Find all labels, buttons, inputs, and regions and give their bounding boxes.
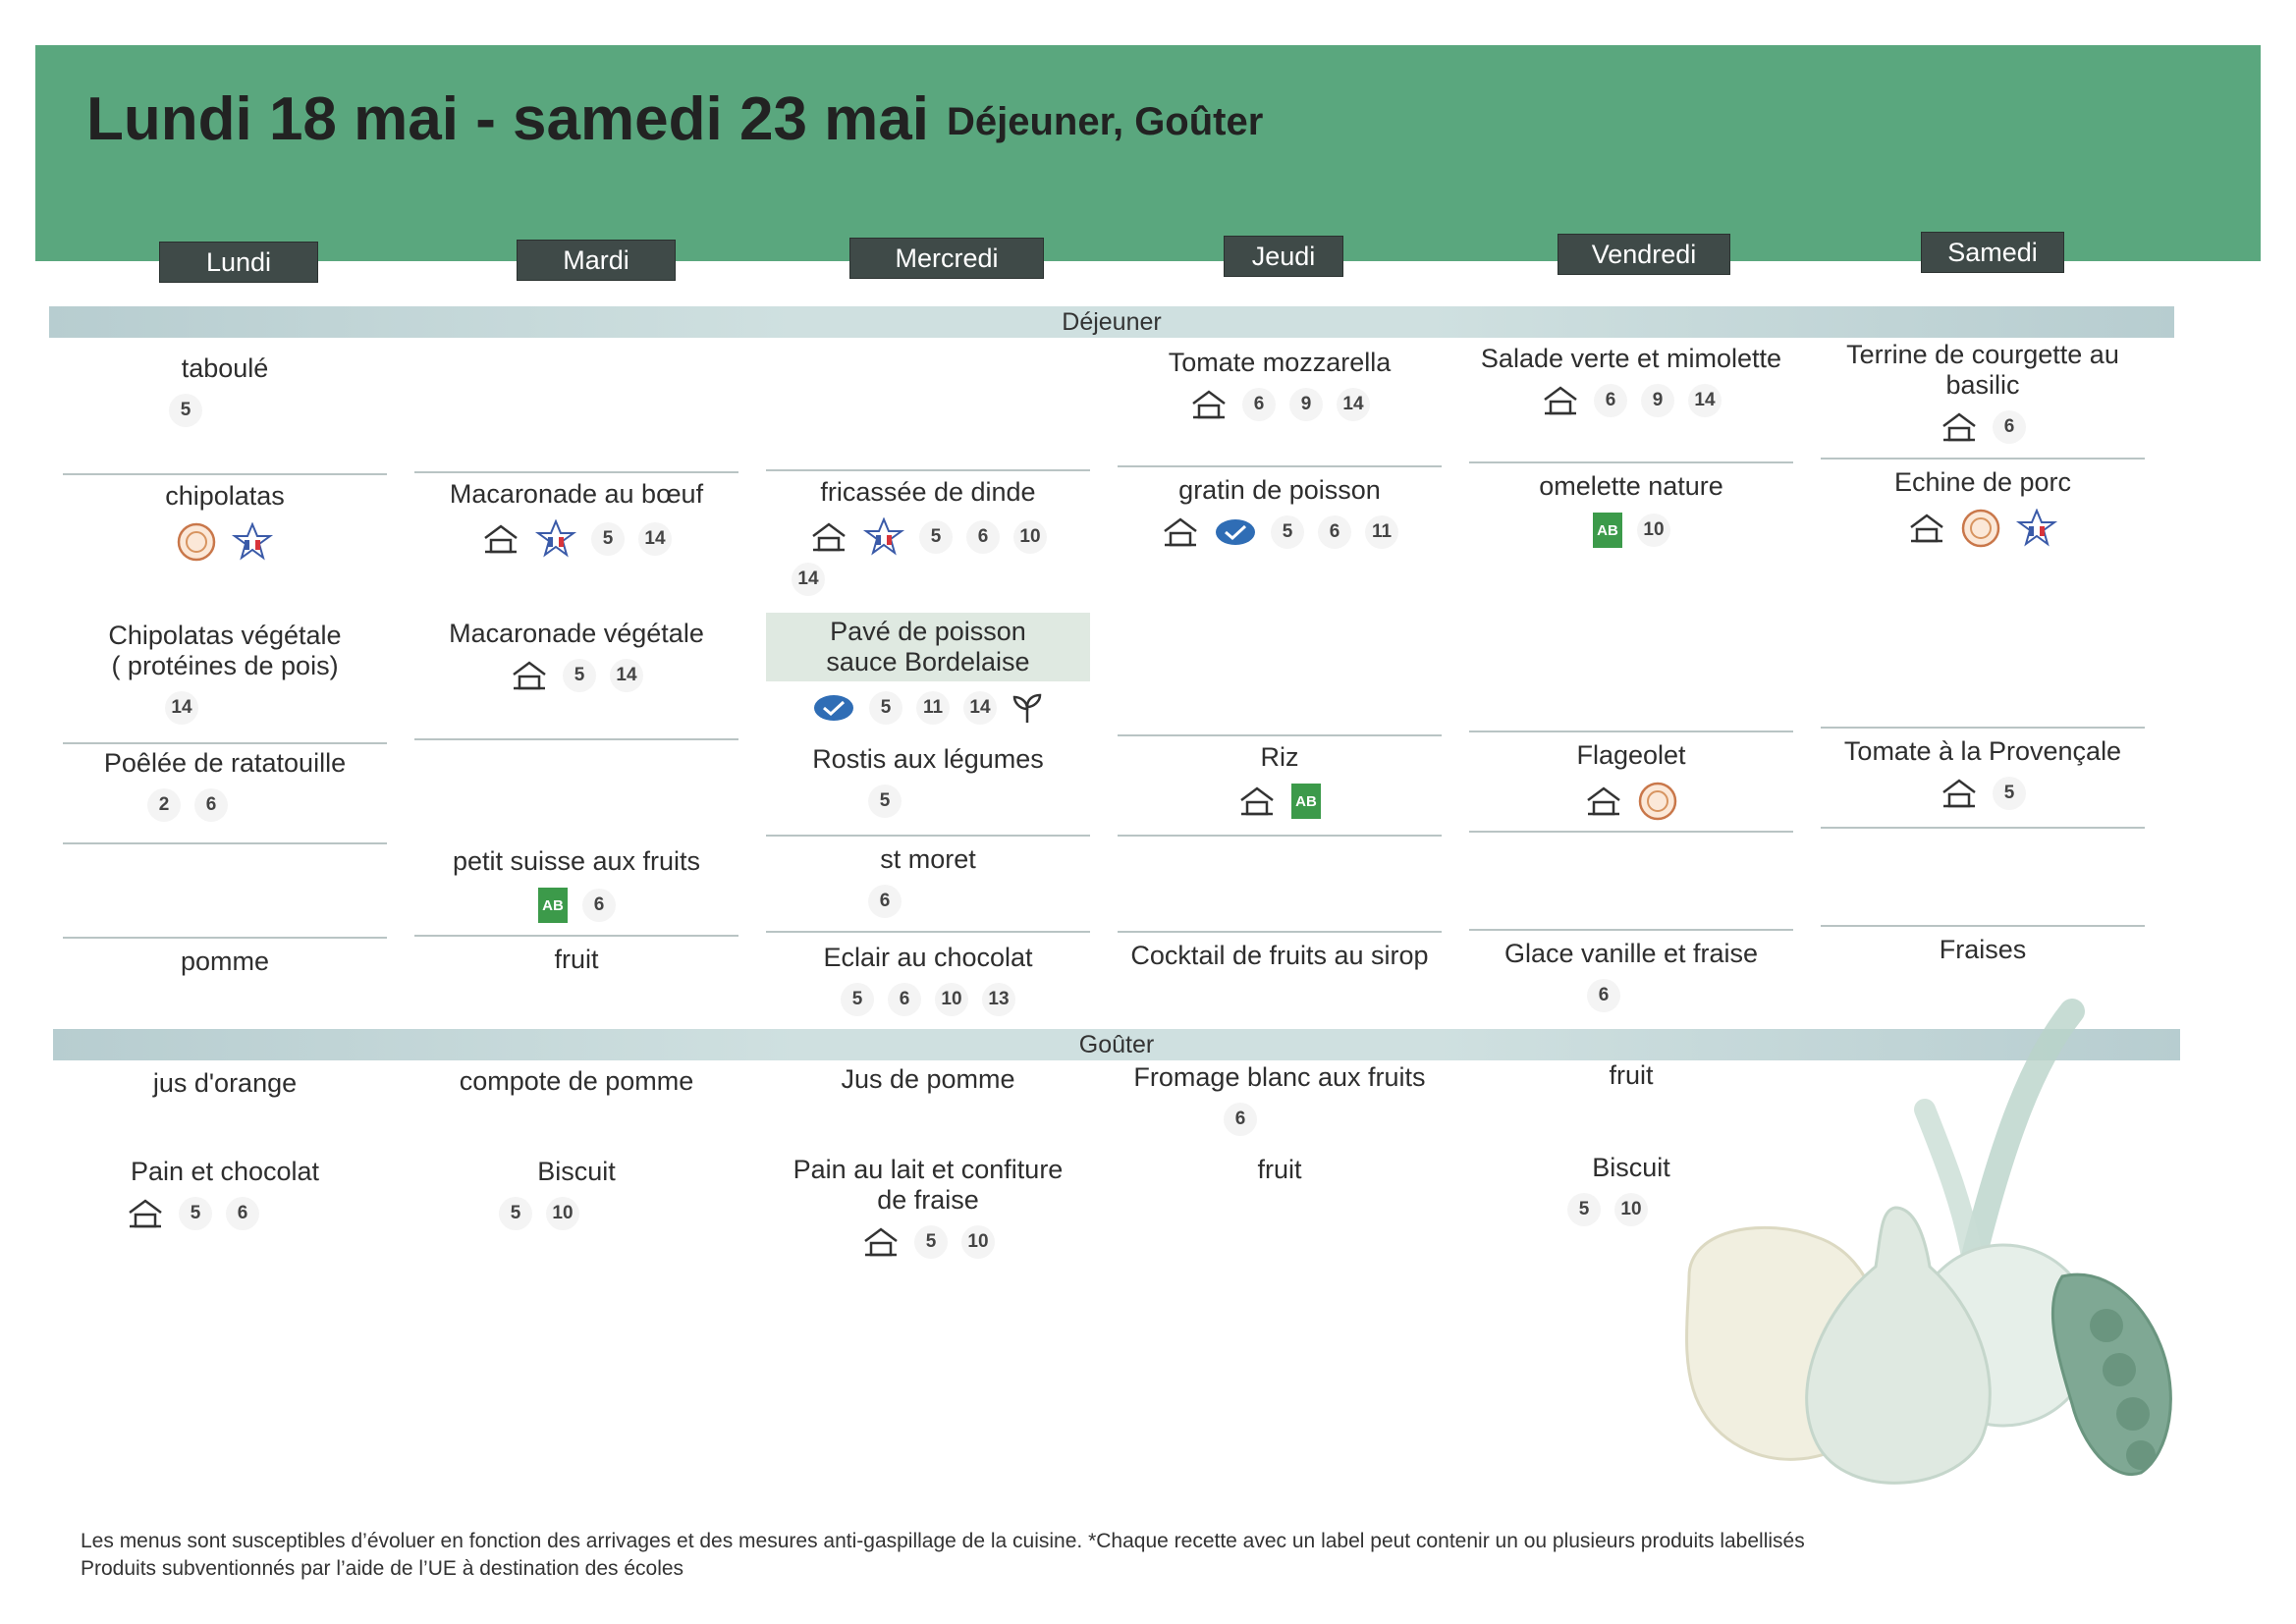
row-separator (1821, 827, 2145, 829)
dish-name: Riz (1260, 742, 1299, 772)
allergen-badge: 14 (638, 522, 672, 556)
row-separator (1821, 925, 2145, 927)
allergen-badge: 6 (966, 520, 1000, 554)
allergen-badge: 14 (963, 691, 997, 725)
allergen-badge: 10 (961, 1225, 995, 1259)
dish-name: gratin de poisson (1178, 475, 1381, 505)
footer-line: Produits subventionnés par l’aide de l’UE à destination des écoles (81, 1557, 684, 1580)
day-tab-mardi: Mardi (517, 240, 676, 281)
vegetarian-sprout-icon (1011, 691, 1044, 725)
dish-name: Fromage blanc aux fruits (1133, 1062, 1426, 1092)
allergen-badge: 5 (868, 785, 902, 818)
row-separator (1821, 458, 2145, 460)
dish-name: Poêlée de ratatouille (103, 748, 347, 778)
menu-cell-samedi-accompagnement (1821, 736, 2145, 810)
organic-ab-icon (1290, 783, 1322, 820)
snack-cell-mercredi-cereale (766, 1155, 1090, 1259)
dish-name: chipolatas (165, 481, 285, 511)
row-separator (766, 469, 1090, 471)
house-made-icon (1541, 384, 1580, 417)
dish-name: Glace vanille et fraise (1503, 939, 1759, 968)
menu-cell-vendredi-accompagnement (1469, 740, 1793, 822)
allergen-badge: 6 (226, 1197, 259, 1230)
footer-line: Les menus sont susceptibles d’évoluer en fonction des arrivages et des mesures anti-gaspillage de la cuisine. *Chaque recette avec un label peut contenir un ou plusieurs produits labellisés (81, 1530, 1805, 1552)
menu-cell-mercredi-alternative (766, 613, 1090, 725)
row-separator (766, 931, 1090, 933)
menu-cell-lundi-plat (63, 481, 387, 563)
organic-ab-icon (1592, 512, 1623, 549)
dish-name: pomme (180, 947, 270, 976)
page-subtitle: Déjeuner, Goûter (947, 100, 1264, 143)
house-made-icon (126, 1197, 165, 1230)
day-tab-mercredi: Mercredi (849, 238, 1044, 279)
dish-name: Macaronade au bœuf (449, 479, 704, 509)
row-separator (63, 742, 387, 744)
menu-cell-mardi-laitage (414, 846, 738, 924)
allergen-badge: 6 (868, 885, 902, 918)
day-tab-jeudi: Jeudi (1224, 236, 1343, 277)
row-separator (414, 471, 738, 473)
menu-cell-mardi-alternative (414, 619, 738, 692)
menu-cell-lundi-accompagnement (63, 748, 387, 822)
allergen-badge: 10 (1614, 1193, 1648, 1226)
row-separator (1469, 731, 1793, 732)
row-separator (1469, 929, 1793, 931)
dish-name: omelette nature (1539, 471, 1723, 501)
house-made-icon (1940, 410, 1979, 444)
allergen-badge: 10 (546, 1197, 579, 1230)
house-made-icon (1161, 515, 1200, 549)
dish-name: Biscuit (537, 1157, 616, 1186)
allergen-badge: 2 (147, 788, 181, 822)
dish-name: Pavé de poisson sauce Bordelaise (766, 613, 1090, 681)
allergen-badge: 5 (1567, 1193, 1601, 1226)
row-separator (1469, 461, 1793, 463)
house-made-icon (1237, 785, 1277, 818)
allergen-badge: 14 (1688, 384, 1722, 417)
allergen-badge: 5 (499, 1197, 532, 1230)
dish-name: Chipolatas végétale ( protéines de pois) (108, 621, 342, 680)
allergen-badge: 6 (1587, 979, 1620, 1012)
house-made-icon (1907, 512, 1946, 545)
dish-name: petit suisse aux fruits (452, 846, 701, 876)
dish-name: fricassée de dinde (820, 477, 1036, 507)
house-made-icon (481, 522, 520, 556)
snack-cell-mercredi-boisson (766, 1064, 1090, 1095)
row-separator (1118, 465, 1442, 467)
menu-cell-samedi-entree (1821, 340, 2145, 444)
dish-name: Tomate à la Provençale (1843, 736, 2122, 766)
msc-fish-icon (1214, 517, 1257, 547)
menu-cell-samedi-plat (1821, 467, 2145, 549)
dish-name: Salade verte et mimolette (1480, 344, 1782, 373)
snack-cell-lundi-boisson (63, 1068, 387, 1099)
dish-name: Rostis aux légumes (812, 744, 1044, 774)
dish-name: Macaronade végétale (449, 619, 704, 648)
label-rouge-icon (1960, 508, 2001, 549)
allergen-badge: 5 (563, 659, 596, 692)
allergen-badge: 5 (169, 394, 202, 427)
allergen-badge: 6 (888, 983, 921, 1016)
dish-name: taboulé (181, 353, 269, 383)
row-separator (766, 835, 1090, 837)
menu-cell-lundi-alternative (63, 621, 387, 725)
allergen-badge: 5 (841, 983, 874, 1016)
menu-cell-jeudi-dessert (1118, 941, 1442, 971)
dish-name: Tomate mozzarella (1168, 348, 1392, 377)
allergen-badge: 11 (916, 691, 950, 725)
dish-name: Terrine de courgette au basilic (1846, 340, 2119, 400)
dish-name: Pain au lait et confiture de fraise (793, 1155, 1064, 1215)
footer-note (81, 1528, 1805, 1583)
dish-name: st moret (880, 844, 976, 874)
allergen-badge: 6 (1594, 384, 1627, 417)
allergen-badge: 11 (1365, 515, 1398, 549)
label-rouge-icon (176, 521, 217, 563)
dish-name: fruit (554, 945, 599, 974)
french-origin-icon (862, 517, 905, 557)
msc-fish-icon (812, 693, 855, 723)
allergen-badge: 6 (194, 788, 228, 822)
house-made-icon (861, 1225, 901, 1259)
row-separator (1821, 727, 2145, 729)
section-dejeuner: Déjeuner (49, 306, 2174, 338)
row-separator (1118, 931, 1442, 933)
svg-text:AB: AB (1597, 522, 1618, 539)
french-origin-icon (2015, 509, 2058, 548)
house-made-icon (1940, 777, 1979, 810)
allergen-badge: 6 (1242, 388, 1276, 421)
menu-cell-lundi-dessert (63, 947, 387, 977)
french-origin-icon (534, 519, 577, 559)
allergen-badge: 13 (982, 983, 1015, 1016)
allergen-badge: 14 (165, 691, 198, 725)
allergen-badge: 9 (1641, 384, 1674, 417)
row-separator (414, 738, 738, 740)
svg-text:AB: AB (542, 897, 564, 914)
menu-cell-lundi-entree (63, 353, 387, 427)
menu-cell-mardi-dessert (414, 945, 738, 975)
page-title: Lundi 18 mai - samedi 23 mai (86, 85, 929, 153)
allergen-badge: 6 (582, 889, 616, 922)
day-tab-samedi: Samedi (1921, 232, 2064, 273)
menu-cell-jeudi-accompagnement (1118, 742, 1442, 820)
menu-cell-mercredi-plat (766, 477, 1090, 596)
dish-name: fruit (1257, 1155, 1302, 1184)
row-separator (63, 842, 387, 844)
allergen-badge: 5 (869, 691, 902, 725)
snack-cell-mardi-cereale (414, 1157, 738, 1230)
dish-name: Fraises (1939, 935, 2027, 964)
menu-cell-mercredi-accompagnement (766, 744, 1090, 818)
row-separator (63, 473, 387, 475)
house-made-icon (1584, 785, 1623, 818)
house-made-icon (510, 659, 549, 692)
allergen-badge: 5 (1993, 777, 2026, 810)
menu-cell-mercredi-dessert (766, 943, 1090, 1016)
dish-name: Echine de porc (1893, 467, 2072, 497)
allergen-badge: 5 (919, 520, 953, 554)
dish-name: compote de pomme (459, 1066, 694, 1096)
dish-name: Biscuit (1592, 1153, 1670, 1182)
allergen-badge: 6 (1993, 410, 2026, 444)
row-separator (414, 935, 738, 937)
menu-cell-mardi-plat (414, 479, 738, 559)
snack-cell-vendredi-fruit (1469, 1060, 1793, 1091)
allergen-badge: 14 (1337, 388, 1370, 421)
snack-cell-vendredi-cereale (1469, 1153, 1793, 1226)
allergen-badge: 14 (792, 563, 825, 596)
allergen-badge: 14 (610, 659, 643, 692)
row-separator (1469, 831, 1793, 833)
organic-ab-icon (537, 887, 569, 924)
row-separator (1118, 734, 1442, 736)
allergen-badge: 5 (591, 522, 625, 556)
allergen-badge: 5 (914, 1225, 948, 1259)
dish-name: Flageolet (1576, 740, 1686, 770)
snack-cell-lundi-cereale (63, 1157, 387, 1230)
allergen-badge: 10 (1013, 520, 1047, 554)
allergen-badge: 5 (179, 1197, 212, 1230)
dish-name: jus d'orange (152, 1068, 298, 1098)
menu-cell-jeudi-entree (1118, 348, 1442, 421)
menu-cell-vendredi-entree (1469, 344, 1793, 417)
menu-cell-vendredi-plat (1469, 471, 1793, 549)
allergen-badge: 6 (1318, 515, 1351, 549)
house-made-icon (1189, 388, 1229, 421)
snack-cell-jeudi-laitage (1118, 1062, 1442, 1136)
allergen-badge: 10 (935, 983, 968, 1016)
dish-name: Cocktail de fruits au sirop (1130, 941, 1429, 970)
menu-cell-samedi-dessert (1821, 935, 2145, 965)
allergen-badge: 9 (1289, 388, 1323, 421)
dish-name: Eclair au chocolat (823, 943, 1033, 972)
row-separator (63, 937, 387, 939)
label-rouge-icon (1637, 781, 1678, 822)
snack-cell-mardi-boisson (414, 1066, 738, 1097)
dish-name: Jus de pomme (841, 1064, 1015, 1094)
section-gouter: Goûter (53, 1029, 2180, 1060)
day-tab-lundi: Lundi (159, 242, 318, 283)
allergen-badge: 5 (1271, 515, 1304, 549)
snack-cell-jeudi-fruit (1118, 1155, 1442, 1185)
row-separator (1118, 835, 1442, 837)
menu-cell-mercredi-laitage (766, 844, 1090, 918)
house-made-icon (809, 520, 848, 554)
french-origin-icon (231, 522, 274, 562)
allergen-badge: 10 (1637, 514, 1670, 547)
menu-cell-jeudi-plat (1118, 475, 1442, 549)
dish-name: fruit (1609, 1060, 1654, 1090)
allergen-badge: 6 (1224, 1103, 1257, 1136)
day-tab-vendredi: Vendredi (1558, 234, 1730, 275)
svg-text:AB: AB (1295, 793, 1317, 810)
dish-name: Pain et chocolat (130, 1157, 320, 1186)
